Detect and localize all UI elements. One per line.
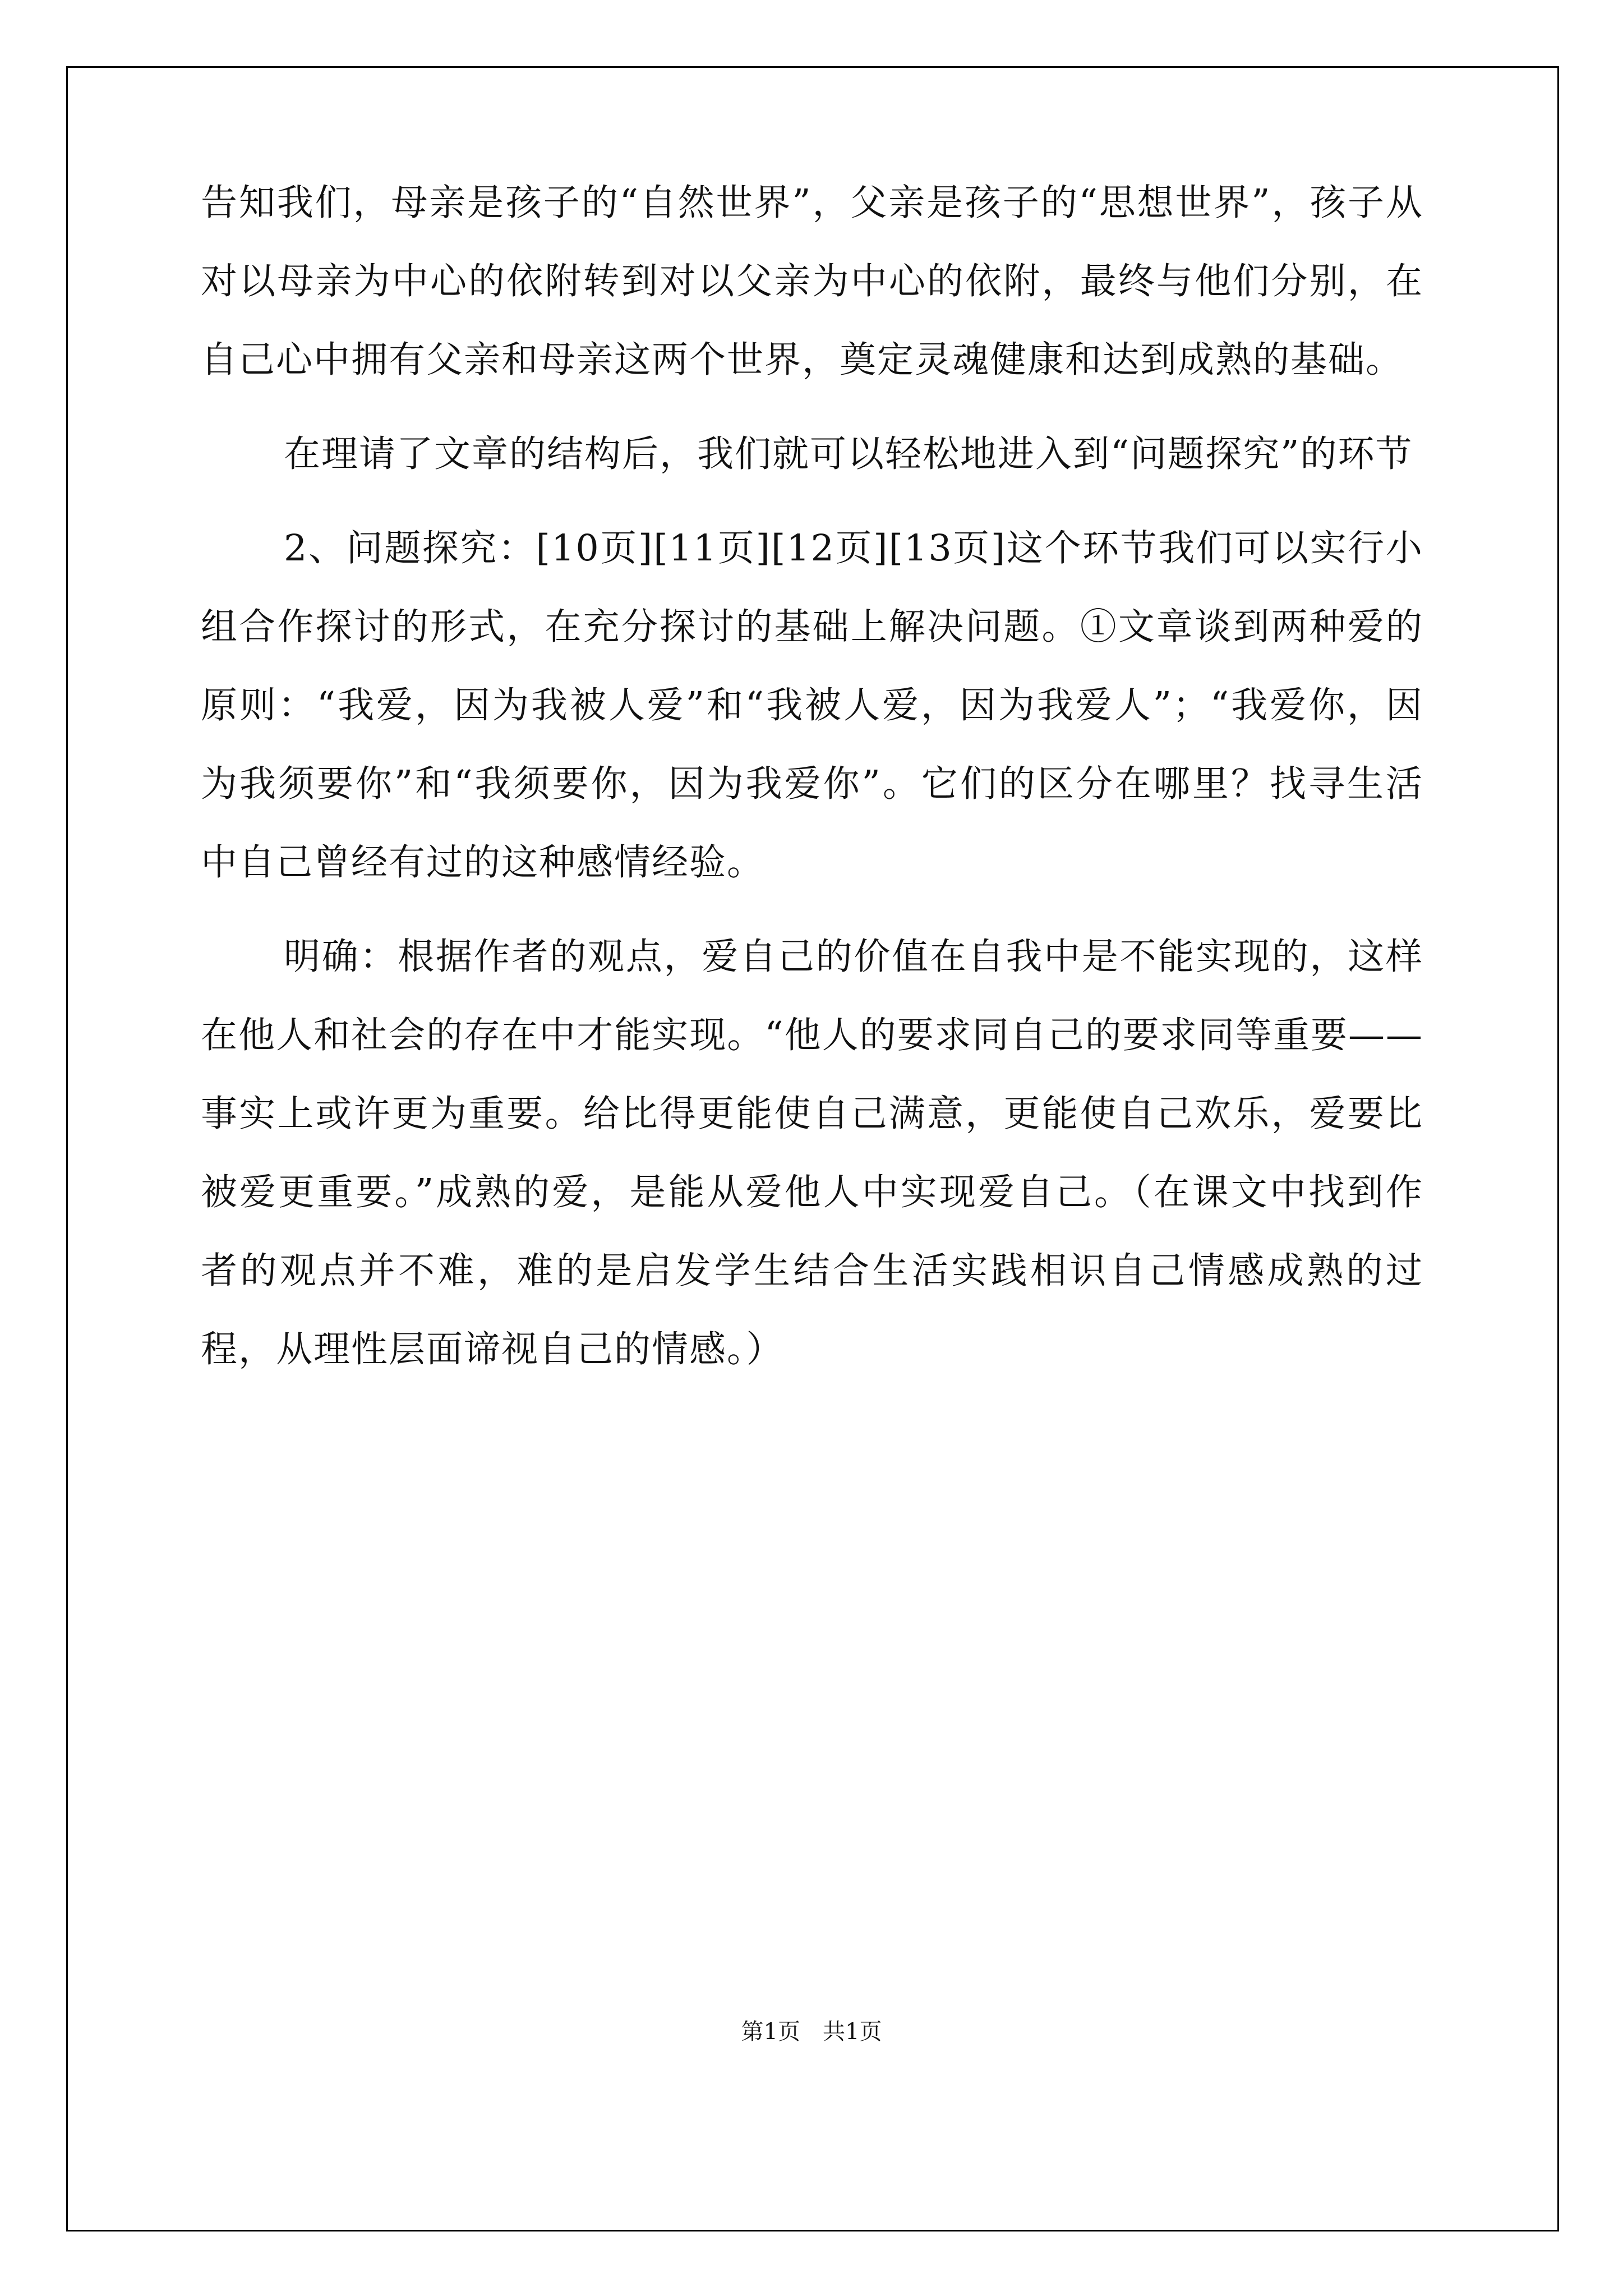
paragraph-continuation: 告知我们，母亲是孩子的“自然世界”，父亲是孩子的“思想世界”，孩子从对以母亲为中心的依附转到对以父亲为中心的依附，最终与他们分别，在自己心中拥有父亲和母亲这两个世界，奠定灵魂健康和达到成熟的基础。 bbox=[201, 182, 1423, 381]
document-body bbox=[201, 164, 1423, 1405]
page-footer bbox=[0, 2014, 1623, 2046]
page-number-current: 第1页 bbox=[741, 2019, 800, 2045]
paragraph-structure-transition: 在理请了文章的结构后，我们就可以轻松地进入到“问题探究”的环节 bbox=[284, 433, 1413, 475]
page-number-total: 共1页 bbox=[823, 2019, 882, 2045]
paragraph-clarification: 明确：根据作者的观点，爱自己的价值在自我中是不能实现的，这样在他人和社会的存在中才能实现。“他人的要求同自己的要求同等重要——事实上或许更为重要。给比得更能使自己满意，更能使自己欢乐，爱要比被爱更重要。”成熟的爱，是能从爱他人中实现爱自己。（在课文中找到作者的观点并不难，难的是启发学生结合生活实践相识自己情感成熟的过程，从理性层面谛视自己的情感。） bbox=[201, 936, 1423, 1370]
paragraph-problem-inquiry: 2、问题探究：[10页][11页][12页][13页]这个环节我们可以实行小组合作探讨的形式，在充分探讨的基础上解决问题。①文章谈到两种爱的原则：“我爱，因为我被人爱”和“我被人爱，因为我爱人”；“我爱你，因为我须要你”和“我须要你，因为我爱你”。它们的区分在哪里？找寻生活中自己曾经有过的这种感情经验。 bbox=[201, 527, 1423, 884]
